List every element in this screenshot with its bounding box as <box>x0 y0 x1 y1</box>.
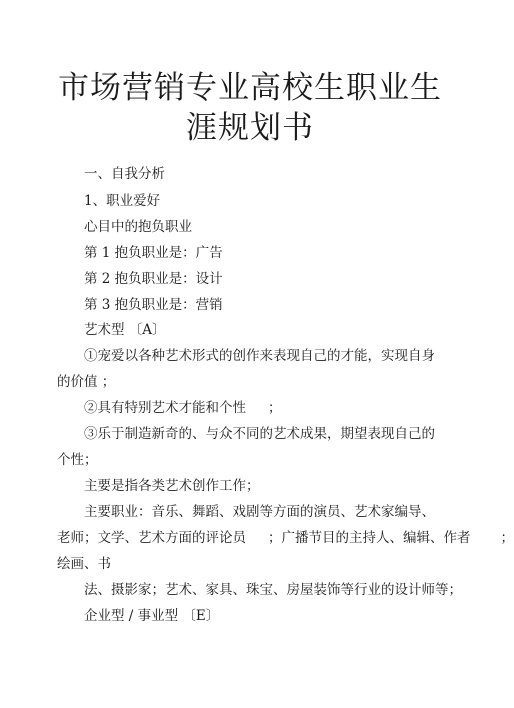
paragraph-line: 第 1 抱负职业是：广告 <box>84 245 223 261</box>
paragraph-line <box>84 399 282 417</box>
section-heading: 一、自我分析 <box>84 166 165 182</box>
document-title-line-1: 市场营销专业高校生职业生 <box>58 70 442 106</box>
paragraph-line: ③乐于制造新奇的、与众不同的艺术成果，期望表现自己的 <box>84 426 435 442</box>
document-title-line-2: 涯规划书 <box>186 110 314 146</box>
paragraph-line: 主要是指各类艺术创作工作； <box>84 478 260 494</box>
paragraph-line: 心目中的抱负职业 <box>84 219 192 235</box>
paragraph-line: 艺术型 〔A〕 <box>84 322 166 338</box>
paragraph-line: 第 3 抱负职业是：营销 <box>84 297 223 313</box>
paragraph-line: 企业型 / 事业型 〔E〕 <box>84 608 220 624</box>
paragraph-line: ①宠爱以各种艺术形式的创作来表现自己的才能，实现自身 <box>84 348 435 364</box>
text-span: ②具有特别艺术才能和个性 <box>84 400 246 416</box>
text-span: ；广播节目的主持人、编辑、作者 <box>268 530 471 546</box>
paragraph-line: 的价值 ； <box>57 374 116 390</box>
paragraph-line: 绘画、书 <box>57 556 111 572</box>
paragraph-line: 个性； <box>57 452 98 468</box>
text-span: ； <box>268 400 282 416</box>
subsection-heading: 1、职业爱好 <box>84 193 161 209</box>
text-span: 老师；文学、艺术方面的评论员 <box>57 530 246 546</box>
text-span: ； <box>500 530 514 546</box>
paragraph-line: 第 2 抱负职业是：设计 <box>84 271 223 287</box>
paragraph-line: 法、摄影家；艺术、家具、珠宝、房屋装饰等行业的设计师等； <box>84 582 462 598</box>
paragraph-line: 主要职业：音乐、舞蹈、戏剧等方面的演员、艺术家编导、 <box>84 504 435 520</box>
paragraph-line <box>57 529 514 547</box>
